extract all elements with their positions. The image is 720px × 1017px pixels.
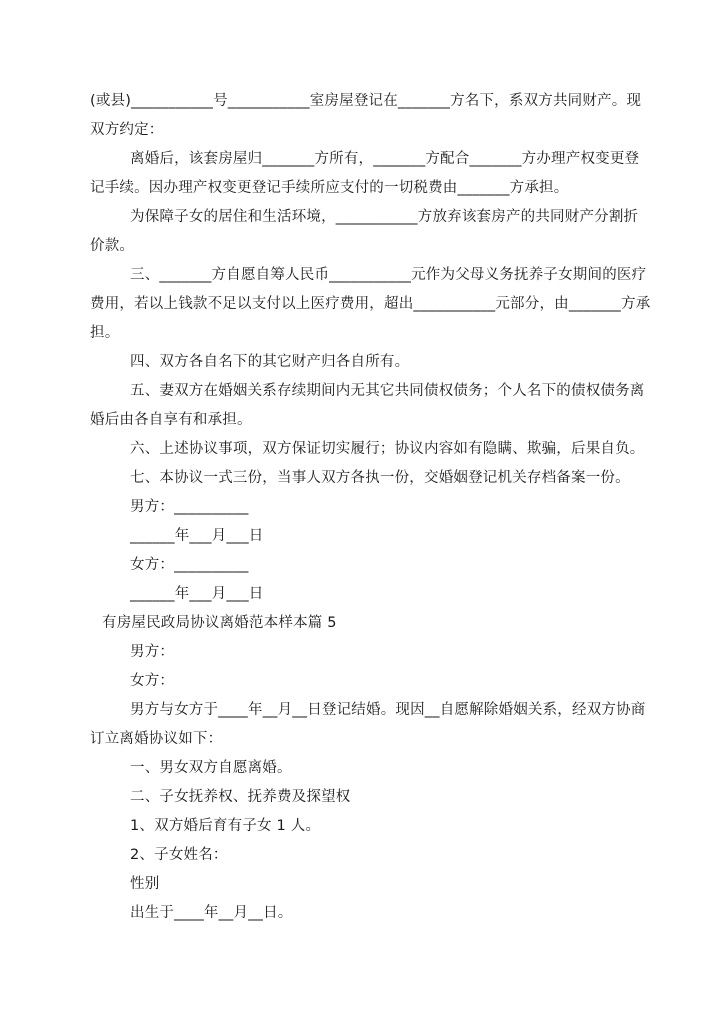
paragraph-line: 五、妻双方在婚姻关系存续期间内无其它共同债权债务；个人名下的债权债务离 — [130, 383, 645, 399]
paragraph-line: 订立离婚协议如下： — [90, 731, 223, 747]
male-party-line: 男方： — [130, 644, 175, 660]
date-line: ______年___月___日 — [130, 528, 264, 544]
paragraph-line: 婚后由各自享有和承担。 — [90, 412, 252, 428]
paragraph-line: 六、上述协议事项，双方保证切实履行；协议内容如有隐瞒、欺骗，后果自负。 — [130, 441, 645, 457]
paragraph-line: 为保障子女的居住和生活环境，___________方放弃该套房产的共同财产分割折 — [130, 209, 639, 225]
paragraph-line: 三、_______方自愿自筹人民币___________元作为父母义务抚养子女期间的医疗 — [130, 267, 647, 283]
paragraph-line: 七、本协议一式三份，当事人双方各执一份，交婚姻登记机关存档备案一份。 — [130, 470, 630, 486]
paragraph-line: 价款。 — [90, 238, 135, 254]
paragraph-line: 四、双方各自名下的其它财产归各自所有。 — [130, 354, 410, 370]
paragraph-line: 男方与女方于____年__月__日登记结婚。现因__自愿解除婚姻关系，经双方协商 — [130, 702, 646, 718]
paragraph-line: (或县)___________号___________室房屋登记在_______方名下，系双方共同财产。现 — [90, 93, 642, 109]
paragraph-line: 担。 — [90, 325, 120, 341]
paragraph-line: 双方约定： — [90, 122, 164, 138]
female-party-line: 女方： — [130, 673, 175, 689]
document-body — [90, 87, 651, 928]
paragraph-line: 出生于____年__月__日。 — [130, 905, 293, 921]
section-heading: 有房屋民政局协议离婚范本样本篇 5 — [102, 615, 337, 631]
paragraph-line: 费用，若以上钱款不足以支付以上医疗费用，超出___________元部分，由_______方承 — [90, 296, 651, 312]
paragraph-line: 二、子女抚养权、抚养费及探望权 — [130, 789, 351, 805]
signature-male-line: 男方：__________ — [130, 499, 249, 515]
paragraph-line: 2、子女姓名： — [130, 847, 228, 863]
paragraph-line: 一、男女双方自愿离婚。 — [130, 760, 292, 776]
paragraph-line: 1、双方婚后育有子女 1 人。 — [130, 818, 321, 834]
signature-female-line: 女方：__________ — [130, 557, 249, 573]
paragraph-line: 离婚后，该套房屋归_______方所有，_______方配合_______方办理产权变更登 — [130, 151, 640, 167]
date-line: ______年___月___日 — [130, 586, 264, 602]
paragraph-line: 性别 — [130, 876, 160, 892]
paragraph-line: 记手续。因办理产权变更登记手续所应支付的一切税费由_______方承担。 — [90, 180, 569, 196]
